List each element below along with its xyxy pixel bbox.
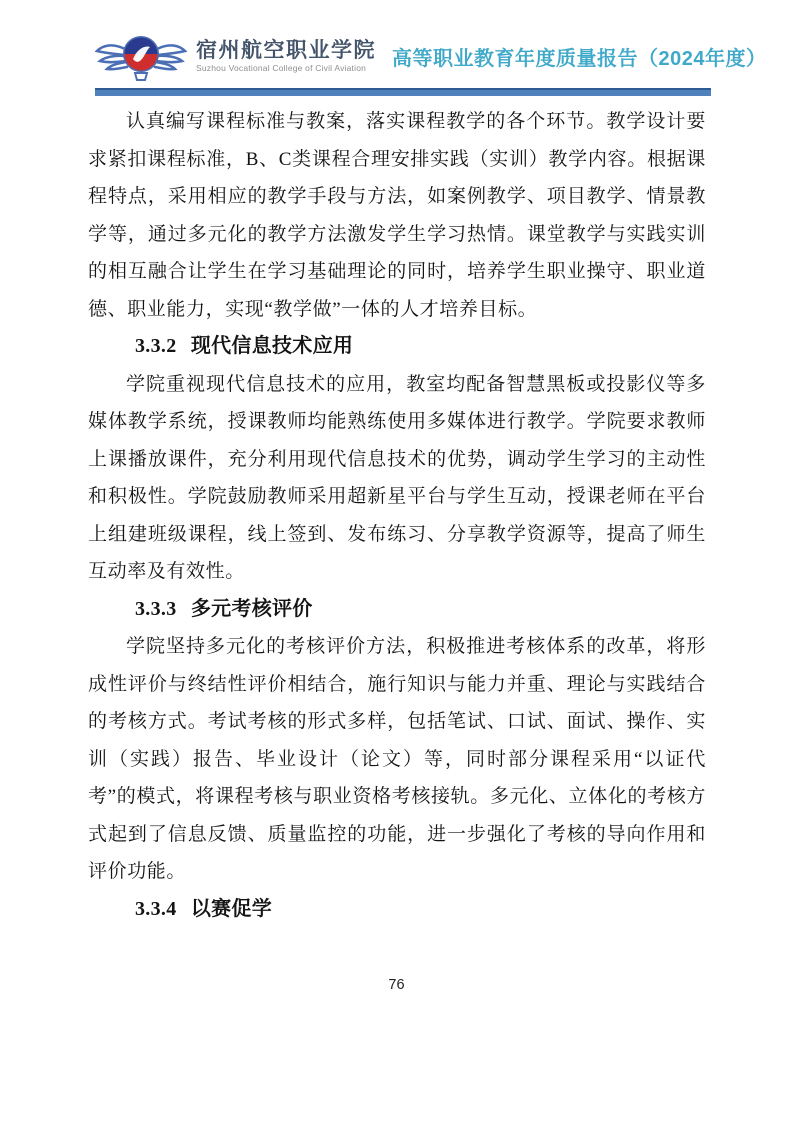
header-divider: [95, 88, 711, 96]
section-paragraph-333: 学院坚持多元化的考核评价方法，积极推进考核体系的改革，将形成性评价与终结性评价相结合，施行知识与能力并重、理论与实践结合的考核方式。考试考核的形式多样，包括笔试、口试、面试、操作、实训（实践）报告、毕业设计（论文）等，同时部分课程采用“以证代考”的模式，将课程考核与职业资格考核接轨。多元化、立体化的考核方式起到了信息反馈、质量监控的功能，进一步强化了考核的导向作用和评价功能。: [88, 636, 706, 882]
section-heading-333: [88, 591, 706, 629]
college-name-block: [196, 39, 376, 74]
college-logo-icon: [95, 29, 187, 83]
document-body: [88, 103, 706, 928]
section-number: 3.3.4: [135, 897, 177, 920]
page-header: [95, 26, 767, 86]
section-title: 多元考核评价: [190, 597, 313, 620]
intro-paragraph: 认真编写课程标准与教案，落实课程教学的各个环节。教学设计要求紧扣课程标准，B、C类课程合理安排实践（实训）教学内容。根据课程特点，采用相应的教学手段与方法，如案例教学、项目教学、情景教学等，通过多元化的教学方法激发学生学习热情。课堂教学与实践实训的相互融合让学生在学习基础理论的同时，培养学生职业操守、职业道德、职业能力，实现“教学做”一体的人才培养目标。: [88, 111, 706, 320]
section-paragraph-332: 学院重视现代信息技术的应用，教室均配备智慧黑板或投影仪等多媒体教学系统，授课教师均能熟练使用多媒体进行教学。学院要求教师上课播放课件，充分利用现代信息技术的优势，调动学生学习的主动性和积极性。学院鼓励教师采用超新星平台与学生互动，授课老师在平台上组建班级课程，线上签到、发布练习、分享教学资源等，提高了师生互动率及有效性。: [88, 373, 706, 582]
section-title: 现代信息技术应用: [190, 335, 354, 357]
section-heading-334: [88, 891, 706, 929]
section-title: 以赛促学: [190, 897, 273, 920]
section-number: 3.3.2: [135, 335, 177, 357]
section-heading-332: [88, 328, 706, 366]
page-number: 76: [388, 977, 405, 993]
section-number: 3.3.3: [135, 597, 177, 620]
report-title: 高等职业教育年度质量报告（2024年度）: [392, 47, 767, 70]
college-name: 宿州航空职业学院: [196, 38, 376, 62]
college-name-english: Suzhou Vocational College of Civil Aviation: [196, 62, 367, 73]
page-footer: [0, 977, 793, 993]
